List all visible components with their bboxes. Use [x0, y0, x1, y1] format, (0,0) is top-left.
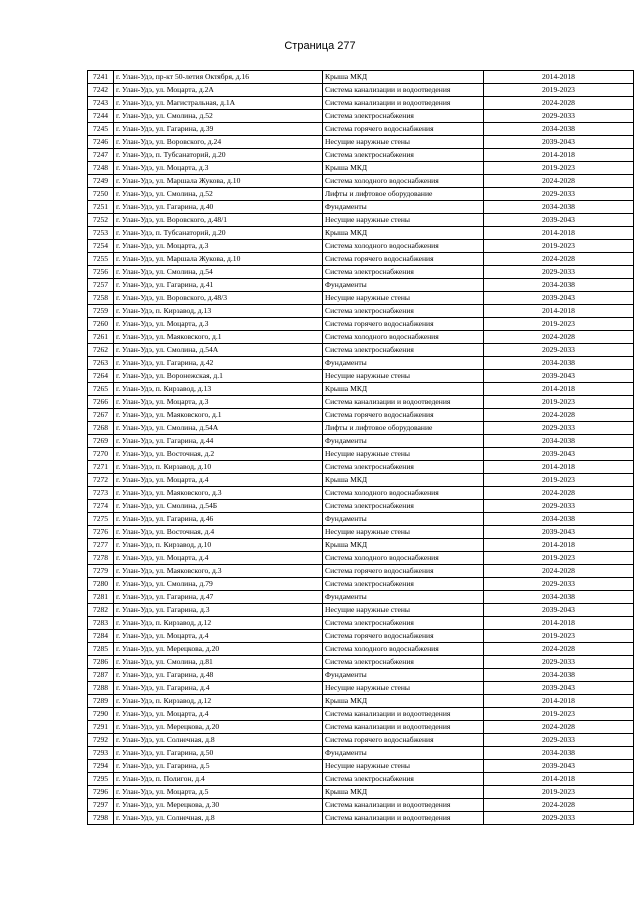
record-work-type: Система канализации и водоотведения — [323, 799, 484, 812]
record-number: 7288 — [88, 682, 114, 695]
table-row — [88, 708, 634, 721]
record-address: г. Улан-Удэ, ул. Моцарта, д.2А — [114, 84, 323, 97]
record-period: 2014-2018 — [484, 695, 634, 708]
record-address: г. Улан-Удэ, ул. Гагарина, д.4 — [114, 682, 323, 695]
record-work-type: Несущие наружные стены — [323, 136, 484, 149]
record-number: 7286 — [88, 656, 114, 669]
table-row — [88, 773, 634, 786]
record-period: 2019-2023 — [484, 552, 634, 565]
record-address: г. Улан-Удэ, ул. Смолина, д.52 — [114, 110, 323, 123]
record-number: 7274 — [88, 500, 114, 513]
record-number: 7260 — [88, 318, 114, 331]
record-number: 7250 — [88, 188, 114, 201]
record-work-type: Крыша МКД — [323, 71, 484, 84]
record-period: 2019-2023 — [484, 318, 634, 331]
record-period: 2024-2028 — [484, 175, 634, 188]
record-period: 2039-2043 — [484, 292, 634, 305]
record-work-type: Несущие наружные стены — [323, 604, 484, 617]
record-number: 7252 — [88, 214, 114, 227]
record-period: 2029-2033 — [484, 422, 634, 435]
record-address: г. Улан-Удэ, п. Тубсанаторий, д.20 — [114, 227, 323, 240]
record-number: 7285 — [88, 643, 114, 656]
record-number: 7267 — [88, 409, 114, 422]
record-address: г. Улан-Удэ, пр-кт 50-летия Октября, д.16 — [114, 71, 323, 84]
record-number: 7261 — [88, 331, 114, 344]
record-work-type: Система электроснабжения — [323, 656, 484, 669]
table-row — [88, 409, 634, 422]
record-number: 7290 — [88, 708, 114, 721]
records-table-body — [88, 71, 634, 825]
record-address: г. Улан-Удэ, ул. Восточная, д.4 — [114, 526, 323, 539]
record-period: 2034-2038 — [484, 747, 634, 760]
record-address: г. Улан-Удэ, п. Кирзавод, д.12 — [114, 695, 323, 708]
record-period: 2029-2033 — [484, 578, 634, 591]
table-row — [88, 331, 634, 344]
record-work-type: Крыша МКД — [323, 474, 484, 487]
record-period: 2029-2033 — [484, 344, 634, 357]
table-row — [88, 175, 634, 188]
table-row — [88, 422, 634, 435]
record-address: г. Улан-Удэ, ул. Маяковского, д.3 — [114, 487, 323, 500]
record-number: 7248 — [88, 162, 114, 175]
record-number: 7289 — [88, 695, 114, 708]
record-work-type: Крыша МКД — [323, 383, 484, 396]
record-address: г. Улан-Удэ, ул. Моцарта, д.4 — [114, 552, 323, 565]
record-address: г. Улан-Удэ, ул. Смолина, д.52 — [114, 188, 323, 201]
record-period: 2024-2028 — [484, 97, 634, 110]
record-period: 2024-2028 — [484, 799, 634, 812]
record-period: 2014-2018 — [484, 149, 634, 162]
record-number: 7262 — [88, 344, 114, 357]
record-address: г. Улан-Удэ, ул. Моцарта, д.4 — [114, 708, 323, 721]
record-work-type: Фундаменты — [323, 357, 484, 370]
record-work-type: Система электроснабжения — [323, 500, 484, 513]
record-work-type: Фундаменты — [323, 513, 484, 526]
record-number: 7264 — [88, 370, 114, 383]
record-work-type: Система канализации и водоотведения — [323, 97, 484, 110]
record-work-type: Система электроснабжения — [323, 149, 484, 162]
table-row — [88, 383, 634, 396]
table-row — [88, 227, 634, 240]
record-address: г. Улан-Удэ, ул. Маршала Жукова, д.10 — [114, 175, 323, 188]
record-address: г. Улан-Удэ, ул. Мерецкова, д.20 — [114, 643, 323, 656]
record-work-type: Система горячего водоснабжения — [323, 253, 484, 266]
record-address: г. Улан-Удэ, п. Тубсанаторий, д.20 — [114, 149, 323, 162]
table-row — [88, 604, 634, 617]
record-period: 2014-2018 — [484, 773, 634, 786]
record-work-type: Система канализации и водоотведения — [323, 84, 484, 97]
record-work-type: Несущие наружные стены — [323, 370, 484, 383]
table-row — [88, 84, 634, 97]
record-period: 2024-2028 — [484, 565, 634, 578]
record-number: 7257 — [88, 279, 114, 292]
record-work-type: Лифты и лифтовое оборудование — [323, 422, 484, 435]
table-row — [88, 435, 634, 448]
record-number: 7297 — [88, 799, 114, 812]
record-period: 2039-2043 — [484, 526, 634, 539]
record-period: 2014-2018 — [484, 227, 634, 240]
table-row — [88, 318, 634, 331]
record-address: г. Улан-Удэ, ул. Гагарина, д.44 — [114, 435, 323, 448]
record-period: 2014-2018 — [484, 617, 634, 630]
record-number: 7281 — [88, 591, 114, 604]
record-period: 2024-2028 — [484, 253, 634, 266]
record-period: 2024-2028 — [484, 487, 634, 500]
table-row — [88, 279, 634, 292]
record-number: 7255 — [88, 253, 114, 266]
table-row — [88, 344, 634, 357]
record-address: г. Улан-Удэ, ул. Гагарина, д.50 — [114, 747, 323, 760]
record-number: 7284 — [88, 630, 114, 643]
record-address: г. Улан-Удэ, п. Кирзавод, д.10 — [114, 539, 323, 552]
record-number: 7245 — [88, 123, 114, 136]
record-address: г. Улан-Удэ, ул. Моцарта, д.4 — [114, 474, 323, 487]
record-address: г. Улан-Удэ, ул. Гагарина, д.3 — [114, 604, 323, 617]
record-work-type: Система горячего водоснабжения — [323, 318, 484, 331]
table-row — [88, 448, 634, 461]
table-row — [88, 552, 634, 565]
record-period: 2029-2033 — [484, 812, 634, 825]
table-row — [88, 747, 634, 760]
record-period: 2019-2023 — [484, 630, 634, 643]
table-row — [88, 97, 634, 110]
record-work-type: Система горячего водоснабжения — [323, 123, 484, 136]
record-number: 7275 — [88, 513, 114, 526]
record-work-type: Система горячего водоснабжения — [323, 630, 484, 643]
record-number: 7273 — [88, 487, 114, 500]
record-number: 7287 — [88, 669, 114, 682]
record-period: 2019-2023 — [484, 786, 634, 799]
record-period: 2019-2023 — [484, 396, 634, 409]
record-work-type: Несущие наружные стены — [323, 526, 484, 539]
table-row — [88, 253, 634, 266]
record-number: 7241 — [88, 71, 114, 84]
record-period: 2034-2038 — [484, 201, 634, 214]
table-row — [88, 721, 634, 734]
record-period: 2029-2033 — [484, 188, 634, 201]
record-address: г. Улан-Удэ, ул. Воровского, д.48/1 — [114, 214, 323, 227]
record-work-type: Система электроснабжения — [323, 266, 484, 279]
record-period: 2019-2023 — [484, 708, 634, 721]
record-period: 2014-2018 — [484, 383, 634, 396]
record-number: 7253 — [88, 227, 114, 240]
table-row — [88, 214, 634, 227]
record-number: 7256 — [88, 266, 114, 279]
record-period: 2029-2033 — [484, 656, 634, 669]
record-address: г. Улан-Удэ, ул. Гагарина, д.47 — [114, 591, 323, 604]
record-address: г. Улан-Удэ, п. Кирзавод, д.12 — [114, 617, 323, 630]
table-row — [88, 266, 634, 279]
record-period: 2039-2043 — [484, 760, 634, 773]
record-address: г. Улан-Удэ, ул. Моцарта, д.3 — [114, 396, 323, 409]
record-address: г. Улан-Удэ, ул. Моцарта, д.3 — [114, 318, 323, 331]
table-row — [88, 461, 634, 474]
table-row — [88, 123, 634, 136]
table-row — [88, 695, 634, 708]
record-work-type: Система электроснабжения — [323, 617, 484, 630]
table-row — [88, 305, 634, 318]
record-period: 2034-2038 — [484, 591, 634, 604]
record-work-type: Система электроснабжения — [323, 578, 484, 591]
record-period: 2019-2023 — [484, 240, 634, 253]
record-address: г. Улан-Удэ, ул. Солнечная, д.8 — [114, 812, 323, 825]
record-number: 7292 — [88, 734, 114, 747]
record-number: 7258 — [88, 292, 114, 305]
table-row — [88, 526, 634, 539]
record-period: 2039-2043 — [484, 448, 634, 461]
table-row — [88, 669, 634, 682]
record-period: 2034-2038 — [484, 279, 634, 292]
record-number: 7269 — [88, 435, 114, 448]
table-row — [88, 617, 634, 630]
record-period: 2034-2038 — [484, 669, 634, 682]
record-address: г. Улан-Удэ, ул. Маяковского, д.3 — [114, 565, 323, 578]
record-address: г. Улан-Удэ, ул. Смолина, д.79 — [114, 578, 323, 591]
record-address: г. Улан-Удэ, ул. Воровского, д.24 — [114, 136, 323, 149]
record-period: 2024-2028 — [484, 721, 634, 734]
record-number: 7272 — [88, 474, 114, 487]
record-number: 7282 — [88, 604, 114, 617]
record-number: 7296 — [88, 786, 114, 799]
table-row — [88, 71, 634, 84]
record-work-type: Система холодного водоснабжения — [323, 643, 484, 656]
record-address: г. Улан-Удэ, ул. Моцарта, д.3 — [114, 240, 323, 253]
record-period: 2019-2023 — [484, 474, 634, 487]
record-work-type: Крыша МКД — [323, 162, 484, 175]
record-work-type: Система горячего водоснабжения — [323, 565, 484, 578]
record-address: г. Улан-Удэ, ул. Гагарина, д.39 — [114, 123, 323, 136]
record-period: 2039-2043 — [484, 214, 634, 227]
table-row — [88, 292, 634, 305]
record-number: 7294 — [88, 760, 114, 773]
record-number: 7266 — [88, 396, 114, 409]
record-address: г. Улан-Удэ, ул. Гагарина, д.42 — [114, 357, 323, 370]
page-number: Страница 277 — [284, 40, 356, 52]
record-address: г. Улан-Удэ, ул. Смолина, д.54А — [114, 344, 323, 357]
record-period: 2024-2028 — [484, 331, 634, 344]
record-period: 2034-2038 — [484, 123, 634, 136]
record-work-type: Система канализации и водоотведения — [323, 812, 484, 825]
table-row — [88, 487, 634, 500]
record-period: 2034-2038 — [484, 513, 634, 526]
record-period: 2019-2023 — [484, 84, 634, 97]
table-row — [88, 578, 634, 591]
record-period: 2034-2038 — [484, 357, 634, 370]
table-row — [88, 565, 634, 578]
record-work-type: Система холодного водоснабжения — [323, 175, 484, 188]
record-work-type: Несущие наружные стены — [323, 448, 484, 461]
record-work-type: Несущие наружные стены — [323, 682, 484, 695]
table-row — [88, 201, 634, 214]
record-work-type: Система канализации и водоотведения — [323, 396, 484, 409]
record-address: г. Улан-Удэ, ул. Воровского, д.48/3 — [114, 292, 323, 305]
table-row — [88, 396, 634, 409]
table-row — [88, 240, 634, 253]
table-row — [88, 500, 634, 513]
record-work-type: Фундаменты — [323, 201, 484, 214]
table-row — [88, 643, 634, 656]
record-work-type: Система канализации и водоотведения — [323, 708, 484, 721]
record-period: 2029-2033 — [484, 110, 634, 123]
record-number: 7268 — [88, 422, 114, 435]
record-work-type: Система электроснабжения — [323, 305, 484, 318]
table-row — [88, 370, 634, 383]
record-number: 7259 — [88, 305, 114, 318]
table-row — [88, 799, 634, 812]
record-address: г. Улан-Удэ, ул. Гагарина, д.40 — [114, 201, 323, 214]
table-row — [88, 110, 634, 123]
record-period: 2039-2043 — [484, 604, 634, 617]
record-period: 2039-2043 — [484, 136, 634, 149]
table-row — [88, 474, 634, 487]
table-row — [88, 682, 634, 695]
record-period: 2039-2043 — [484, 370, 634, 383]
table-row — [88, 539, 634, 552]
table-row — [88, 734, 634, 747]
record-address: г. Улан-Удэ, п. Полигон, д.4 — [114, 773, 323, 786]
record-work-type: Несущие наружные стены — [323, 760, 484, 773]
record-work-type: Система холодного водоснабжения — [323, 552, 484, 565]
table-row — [88, 656, 634, 669]
record-work-type: Система электроснабжения — [323, 344, 484, 357]
record-address: г. Улан-Удэ, ул. Смолина, д.54 — [114, 266, 323, 279]
table-row — [88, 136, 634, 149]
record-address: г. Улан-Удэ, ул. Гагарина, д.48 — [114, 669, 323, 682]
record-period: 2019-2023 — [484, 162, 634, 175]
record-work-type: Система электроснабжения — [323, 461, 484, 474]
record-address: г. Улан-Удэ, п. Кирзавод, д.13 — [114, 383, 323, 396]
record-period: 2014-2018 — [484, 71, 634, 84]
table-row — [88, 630, 634, 643]
record-period: 2014-2018 — [484, 305, 634, 318]
record-number: 7247 — [88, 149, 114, 162]
record-work-type: Система холодного водоснабжения — [323, 240, 484, 253]
table-row — [88, 513, 634, 526]
record-work-type: Фундаменты — [323, 279, 484, 292]
record-period: 2039-2043 — [484, 682, 634, 695]
record-work-type: Крыша МКД — [323, 786, 484, 799]
record-period: 2029-2033 — [484, 734, 634, 747]
record-work-type: Крыша МКД — [323, 695, 484, 708]
table-row — [88, 786, 634, 799]
record-address: г. Улан-Удэ, ул. Маяковского, д.1 — [114, 331, 323, 344]
record-work-type: Фундаменты — [323, 669, 484, 682]
record-address: г. Улан-Удэ, ул. Мерецкова, д.30 — [114, 799, 323, 812]
table-row — [88, 760, 634, 773]
record-work-type: Фундаменты — [323, 435, 484, 448]
record-number: 7244 — [88, 110, 114, 123]
record-number: 7291 — [88, 721, 114, 734]
record-number: 7249 — [88, 175, 114, 188]
table-row — [88, 812, 634, 825]
records-table — [87, 70, 634, 825]
record-number: 7295 — [88, 773, 114, 786]
record-number: 7278 — [88, 552, 114, 565]
record-number: 7298 — [88, 812, 114, 825]
record-period: 2029-2033 — [484, 500, 634, 513]
record-work-type: Система горячего водоснабжения — [323, 409, 484, 422]
record-work-type: Лифты и лифтовое оборудование — [323, 188, 484, 201]
table-row — [88, 149, 634, 162]
record-number: 7246 — [88, 136, 114, 149]
record-address: г. Улан-Удэ, ул. Маршала Жукова, д.10 — [114, 253, 323, 266]
record-address: г. Улан-Удэ, ул. Смолина, д.54Б — [114, 500, 323, 513]
record-number: 7271 — [88, 461, 114, 474]
record-period: 2014-2018 — [484, 539, 634, 552]
record-address: г. Улан-Удэ, ул. Маяковского, д.1 — [114, 409, 323, 422]
record-work-type: Несущие наружные стены — [323, 214, 484, 227]
record-address: г. Улан-Удэ, ул. Моцарта, д.3 — [114, 162, 323, 175]
record-number: 7243 — [88, 97, 114, 110]
record-work-type: Система горячего водоснабжения — [323, 734, 484, 747]
record-number: 7279 — [88, 565, 114, 578]
record-address: г. Улан-Удэ, ул. Гагарина, д.41 — [114, 279, 323, 292]
table-row — [88, 357, 634, 370]
record-number: 7254 — [88, 240, 114, 253]
record-work-type: Система холодного водоснабжения — [323, 487, 484, 500]
record-address: г. Улан-Удэ, ул. Моцарта, д.5 — [114, 786, 323, 799]
table-row — [88, 188, 634, 201]
record-period: 2014-2018 — [484, 461, 634, 474]
record-number: 7283 — [88, 617, 114, 630]
record-number: 7293 — [88, 747, 114, 760]
record-period: 2024-2028 — [484, 409, 634, 422]
record-address: г. Улан-Удэ, ул. Магистральная, д.1А — [114, 97, 323, 110]
record-address: г. Улан-Удэ, ул. Моцарта, д.4 — [114, 630, 323, 643]
record-address: г. Улан-Удэ, ул. Смолина, д.54А — [114, 422, 323, 435]
record-work-type: Система холодного водоснабжения — [323, 331, 484, 344]
record-number: 7265 — [88, 383, 114, 396]
record-address: г. Улан-Удэ, ул. Смолина, д.81 — [114, 656, 323, 669]
record-work-type: Крыша МКД — [323, 227, 484, 240]
record-work-type: Фундаменты — [323, 747, 484, 760]
record-work-type: Несущие наружные стены — [323, 292, 484, 305]
record-period: 2034-2038 — [484, 435, 634, 448]
record-work-type: Система электроснабжения — [323, 773, 484, 786]
record-address: г. Улан-Удэ, ул. Гагарина, д.46 — [114, 513, 323, 526]
record-number: 7263 — [88, 357, 114, 370]
record-number: 7276 — [88, 526, 114, 539]
record-number: 7251 — [88, 201, 114, 214]
record-number: 7280 — [88, 578, 114, 591]
record-address: г. Улан-Удэ, ул. Мерецкова, д.20 — [114, 721, 323, 734]
record-address: г. Улан-Удэ, п. Кирзавод, д.10 — [114, 461, 323, 474]
record-address: г. Улан-Удэ, ул. Солнечная, д.8 — [114, 734, 323, 747]
record-address: г. Улан-Удэ, ул. Гагарина, д.5 — [114, 760, 323, 773]
record-period: 2029-2033 — [484, 266, 634, 279]
record-work-type: Система электроснабжения — [323, 110, 484, 123]
table-row — [88, 591, 634, 604]
record-address: г. Улан-Удэ, ул. Восточная, д.2 — [114, 448, 323, 461]
record-number: 7277 — [88, 539, 114, 552]
table-row — [88, 162, 634, 175]
record-period: 2024-2028 — [484, 643, 634, 656]
record-work-type: Система канализации и водоотведения — [323, 721, 484, 734]
record-address: г. Улан-Удэ, ул. Воронежская, д.1 — [114, 370, 323, 383]
record-number: 7270 — [88, 448, 114, 461]
record-work-type: Фундаменты — [323, 591, 484, 604]
record-number: 7242 — [88, 84, 114, 97]
record-address: г. Улан-Удэ, п. Кирзавод, д.13 — [114, 305, 323, 318]
record-work-type: Крыша МКД — [323, 539, 484, 552]
